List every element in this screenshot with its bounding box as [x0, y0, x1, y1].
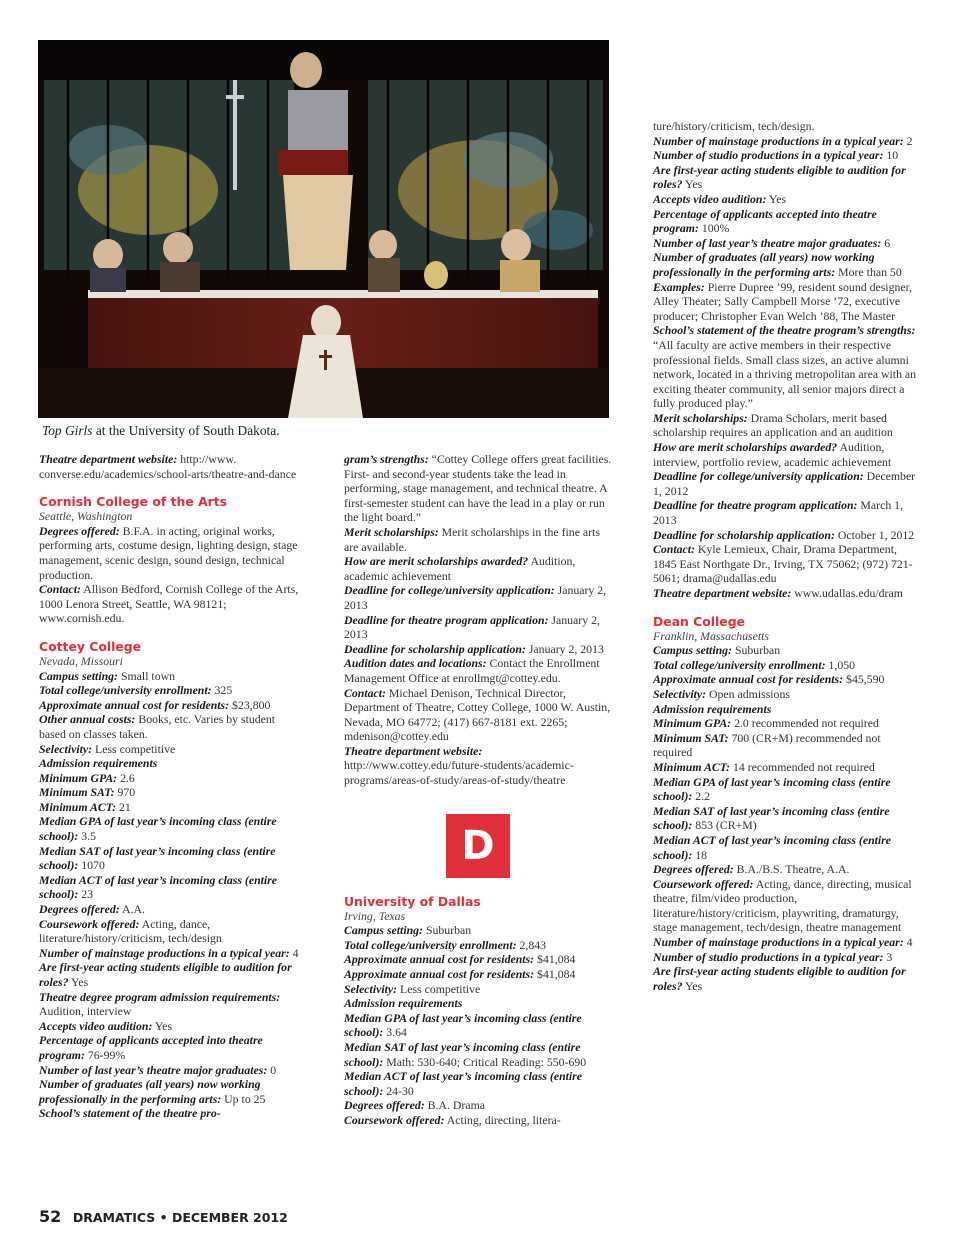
entry: Selectivity: Less competitive	[344, 981, 481, 996]
entry: Admission requirements	[653, 701, 772, 716]
entry: Total college/university enrollment: 325	[39, 683, 233, 698]
entry: Contact: Kyle Lemieux, Chair, Drama Department, 1845 East Northgate Dr., Irving, TX 75062; (972) 721-5061; drama@udallas.edu	[653, 542, 913, 586]
caption-rest: at the University of South Dakota.	[92, 423, 280, 438]
school-name-cornish: Cornish College of the Arts	[39, 494, 228, 510]
school-location: Nevada, Missouri	[39, 653, 123, 668]
entry: Minimum ACT: 14 recommended not required	[653, 759, 875, 774]
entry: School’s statement of the theatre program’s strengths: “All faculty are active members in their respective professional fields. Small class sizes, an active alumni network, located in a thriving metropolitan area with an exciting theater community, all senior majors direct a fully produced play.”	[653, 323, 917, 411]
entry: Are first-year acting students eligible to audition for roles? Yes	[653, 964, 906, 993]
school-name-dean: Dean College	[653, 613, 745, 629]
entry: Coursework offered: Acting, directing, litera-	[344, 1112, 561, 1127]
entry: ture/history/criticism, tech/design.	[653, 119, 815, 133]
entry: Degrees offered: B.A. Drama	[344, 1098, 485, 1113]
entry: Deadline for theatre program application: March 1, 2013	[653, 498, 904, 528]
entry: How are merit scholarships awarded? Audition, interview, portfolio review, academic achievement	[653, 440, 892, 469]
entry: Degrees offered: A.A.	[39, 902, 145, 917]
entry: Other annual costs: Books, etc. Varies by student based on classes taken.	[39, 712, 276, 741]
entry: Median SAT of last year’s incoming class (entire school): 853 (CR+M)	[653, 803, 890, 833]
entry: Median SAT of last year’s incoming class (entire school): 1070	[39, 843, 276, 873]
school-location: Franklin, Massachusetts	[653, 628, 769, 643]
school-location: Irving, Texas	[344, 908, 406, 923]
entry: Theatre department website: http://www. converse.edu/academics/school-arts/theatre-and-dance	[39, 452, 297, 481]
production-photo	[38, 40, 609, 418]
entry: Admission requirements	[39, 756, 158, 771]
entry: Minimum GPA: 2.6	[39, 770, 135, 785]
magazine-issue: DRAMATICS • DECEMBER 2012	[72, 1210, 288, 1225]
entry: Total college/university enrollment: 2,843	[344, 937, 547, 952]
entry: Selectivity: Open admissions	[653, 686, 790, 701]
entry: Admission requirements	[344, 996, 463, 1011]
entry: gram’s strengths: “Cottey College offers great facilities. First- and second-year students take the lead in performing, stage management, and technical theatre. A first-semester student can have the lead in a play or run the light board.”	[344, 452, 612, 525]
entry: School’s statement of the theatre pro-	[39, 1106, 221, 1121]
entry: Minimum GPA: 2.0 recommended not required	[653, 716, 879, 731]
entry: Accepts video audition: Yes	[653, 191, 787, 206]
entry: Accepts video audition: Yes	[39, 1018, 173, 1033]
entry: Approximate annual cost for residents: $41,084	[344, 952, 576, 967]
entry: Campus setting: Suburban	[344, 923, 472, 938]
entry: Median ACT of last year’s incoming class (entire school): 23	[39, 872, 278, 902]
entry: Percentage of applicants accepted into theatre program: 100%	[653, 206, 877, 236]
entry: Contact: Allison Bedford, Cornish College of the Arts, 1000 Lenora Street, Seattle, WA 98121; www.cornish.edu.	[39, 582, 299, 626]
entry: Audition dates and locations: Contact the Enrollment Management Office at enrollmgt@cottey.edu.	[344, 656, 600, 685]
entry: How are merit scholarships awarded? Audition, academic achievement	[344, 554, 576, 583]
entry: Degrees offered: B.A./B.S. Theatre, A.A.	[653, 862, 850, 877]
entry: Median ACT of last year’s incoming class (entire school): 24-30	[344, 1069, 583, 1098]
entry: Percentage of applicants accepted into theatre program: 76-99%	[39, 1033, 263, 1062]
entry: Median GPA of last year’s incoming class (entire school): 3.64	[344, 1010, 582, 1040]
entry: Approximate annual cost for residents: $41,084	[344, 967, 576, 982]
entry: Are first-year acting students eligible to audition for roles? Yes	[653, 162, 906, 192]
stage-production-photo-icon	[38, 40, 609, 418]
section-letter-badge: D	[446, 814, 510, 878]
entry: Deadline for college/university application: December 1, 2012	[653, 469, 916, 498]
entry: Coursework offered: Acting, dance, directing, musical theatre, film/video production, literature/history/criticism, playwriting, dramaturgy, stage management, tech/design, theatre management	[653, 876, 912, 935]
entry: Minimum SAT: 970	[39, 785, 136, 800]
entry: Merit scholarships: Drama Scholars, merit based scholarship requires an application and an audition	[653, 410, 893, 440]
column-3	[653, 119, 919, 993]
entry: Are first-year acting students eligible to audition for roles? Yes	[39, 960, 292, 989]
entry: Median ACT of last year’s incoming class (entire school): 18	[653, 832, 892, 862]
entry: Median SAT of last year’s incoming class (entire school): Math: 530-640; Critical Reading: 550-690	[344, 1040, 587, 1069]
entry: Campus setting: Suburban	[653, 643, 781, 658]
entry: Number of graduates (all years) now working professionally in the performing arts: Up to 25	[39, 1077, 266, 1106]
column-2	[344, 452, 612, 1128]
entry: Number of last year’s theatre major graduates: 6	[653, 235, 891, 250]
entry: Median GPA of last year’s incoming class (entire school): 3.5	[39, 814, 277, 844]
entry: Deadline for college/university application: January 2, 2013	[344, 583, 607, 612]
entry: Number of mainstage productions in a typical year: 2	[653, 133, 913, 148]
school-name-dallas: University of Dallas	[344, 893, 481, 909]
entry: Approximate annual cost for residents: $45,590	[653, 672, 885, 687]
entry: Total college/university enrollment: 1,050	[653, 657, 856, 672]
page-footer	[39, 1207, 288, 1226]
entry: Coursework offered: Acting, dance, literature/history/criticism, tech/design	[39, 916, 222, 946]
photo-caption	[42, 423, 602, 439]
entry: Median GPA of last year’s incoming class (entire school): 2.2	[653, 774, 891, 804]
entry: Minimum SAT: 700 (CR+M) recommended not required	[653, 730, 881, 760]
entry: Deadline for scholarship application: January 2, 2013	[344, 641, 604, 656]
entry: Merit scholarships: Merit scholarships in the fine arts are available.	[344, 524, 600, 554]
entry: Campus setting: Small town	[39, 668, 176, 683]
entry: Minimum ACT: 21	[39, 799, 131, 814]
entry: Deadline for scholarship application: October 1, 2012	[653, 527, 915, 542]
entry: Number of graduates (all years) now working professionally in the performing arts: More than 50	[653, 250, 902, 279]
page-number: 52	[39, 1207, 62, 1226]
entry: Deadline for theatre program application: January 2, 2013	[344, 612, 600, 642]
entry: Theatre department website: http://www.cottey.edu/future-students/academic-programs/areas-of-study/areas-of-study/theatre	[344, 743, 574, 788]
entry: Selectivity: Less competitive	[39, 741, 176, 756]
caption-title: Top Girls	[42, 423, 93, 438]
entry: Examples: Pierre Dupree ’99, resident sound designer, Alley Theater; Sally Campbell Morse ’72, executive producer; Christopher Evan Welch ’88, The Master	[653, 279, 913, 323]
entry: Number of mainstage productions in a typical year: 4	[39, 945, 299, 960]
school-location: Seattle, Washington	[39, 509, 133, 524]
entry: Number of mainstage productions in a typical year: 4	[653, 935, 913, 950]
entry: Number of last year’s theatre major graduates: 0	[39, 1062, 277, 1077]
entry: Number of studio productions in a typical year: 3	[653, 949, 893, 964]
entry: Number of studio productions in a typical year: 10	[653, 148, 899, 163]
entry: Theatre department website: www.udallas.edu/dram	[653, 586, 903, 600]
column-1	[39, 452, 301, 1121]
entry: Approximate annual cost for residents: $23,800	[39, 697, 271, 712]
entry: Degrees offered: B.F.A. in acting, original works, performing arts, costume design, lighting design, stage management, scenic design, sound design, technical production.	[39, 523, 298, 582]
school-name-cottey: Cottey College	[39, 638, 142, 654]
entry: Theatre degree program admission requirements: Audition, interview	[39, 989, 281, 1019]
entry: Contact: Michael Denison, Technical Director, Department of Theatre, Cottey College, 1000 W. Austin, Nevada, MO 64772; (417) 667-8181 ext. 2265; mdenison@cottey.edu	[344, 685, 611, 744]
